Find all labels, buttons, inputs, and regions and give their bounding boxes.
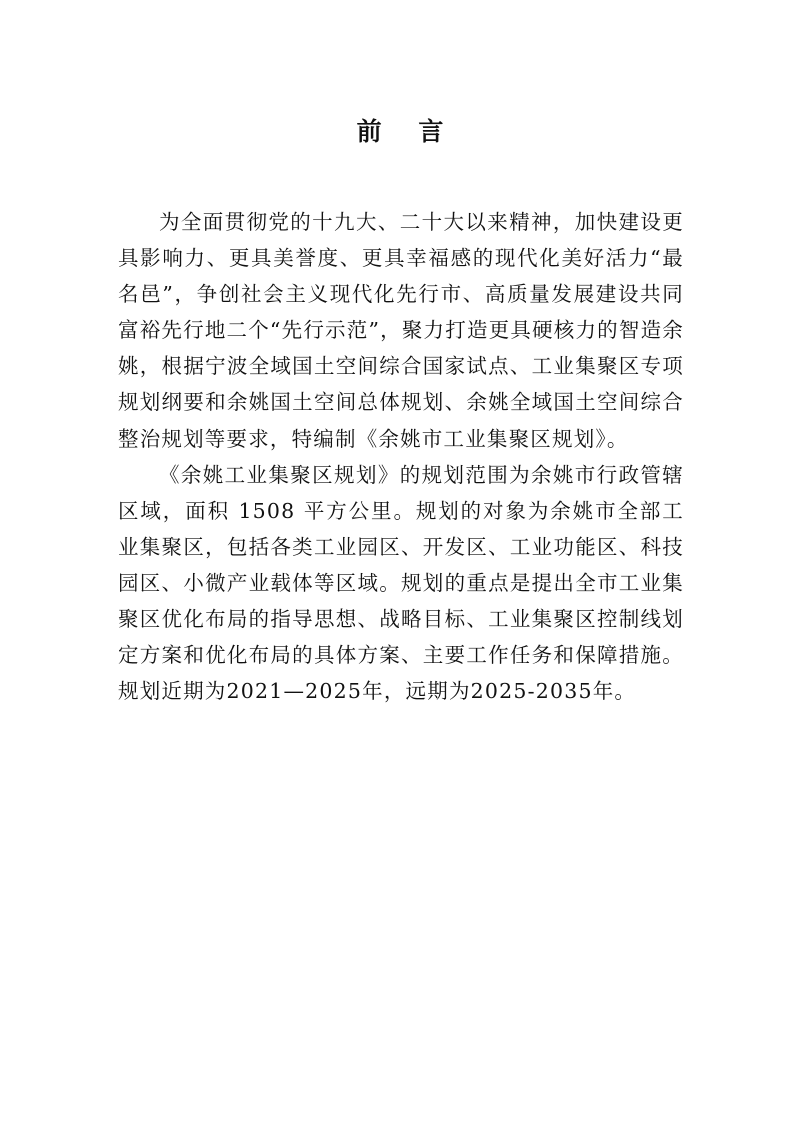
document-body bbox=[118, 204, 684, 709]
paragraph-scope: 《余姚工业集聚区规划》的规划范围为余姚市行政管辖区域，面积 1508 平方公里。规划的对象为余姚市全部工业集聚区，包括各类工业园区、开发区、工业功能区、科技园区、小微产业载体等区域。规划的重点是提出全市工业集聚区优化布局的指导思想、战略目标、工业集聚区控制线划定方案和优化布局的具体方案、主要工作任务和保障措施。规划近期为2021—2025年，远期为2025-2035年。 bbox=[118, 462, 684, 704]
paragraph-purpose: 为全面贯彻党的十九大、二十大以来精神，加快建设更具影响力、更具美誉度、更具幸福感的现代化美好活力“最名邑”，争创社会主义现代化先行市、高质量发展建设共同富裕先行地二个“先行示范”，聚力打造更具硬核力的智造余姚，根据宁波全域国土空间综合国家试点、工业集聚区专项规划纲要和余姚国土空间总体规划、余姚全域国土空间综合整治规划等要求，特编制《余姚市工业集聚区规划》。 bbox=[118, 210, 684, 451]
page-title: 前 言 bbox=[356, 117, 458, 146]
